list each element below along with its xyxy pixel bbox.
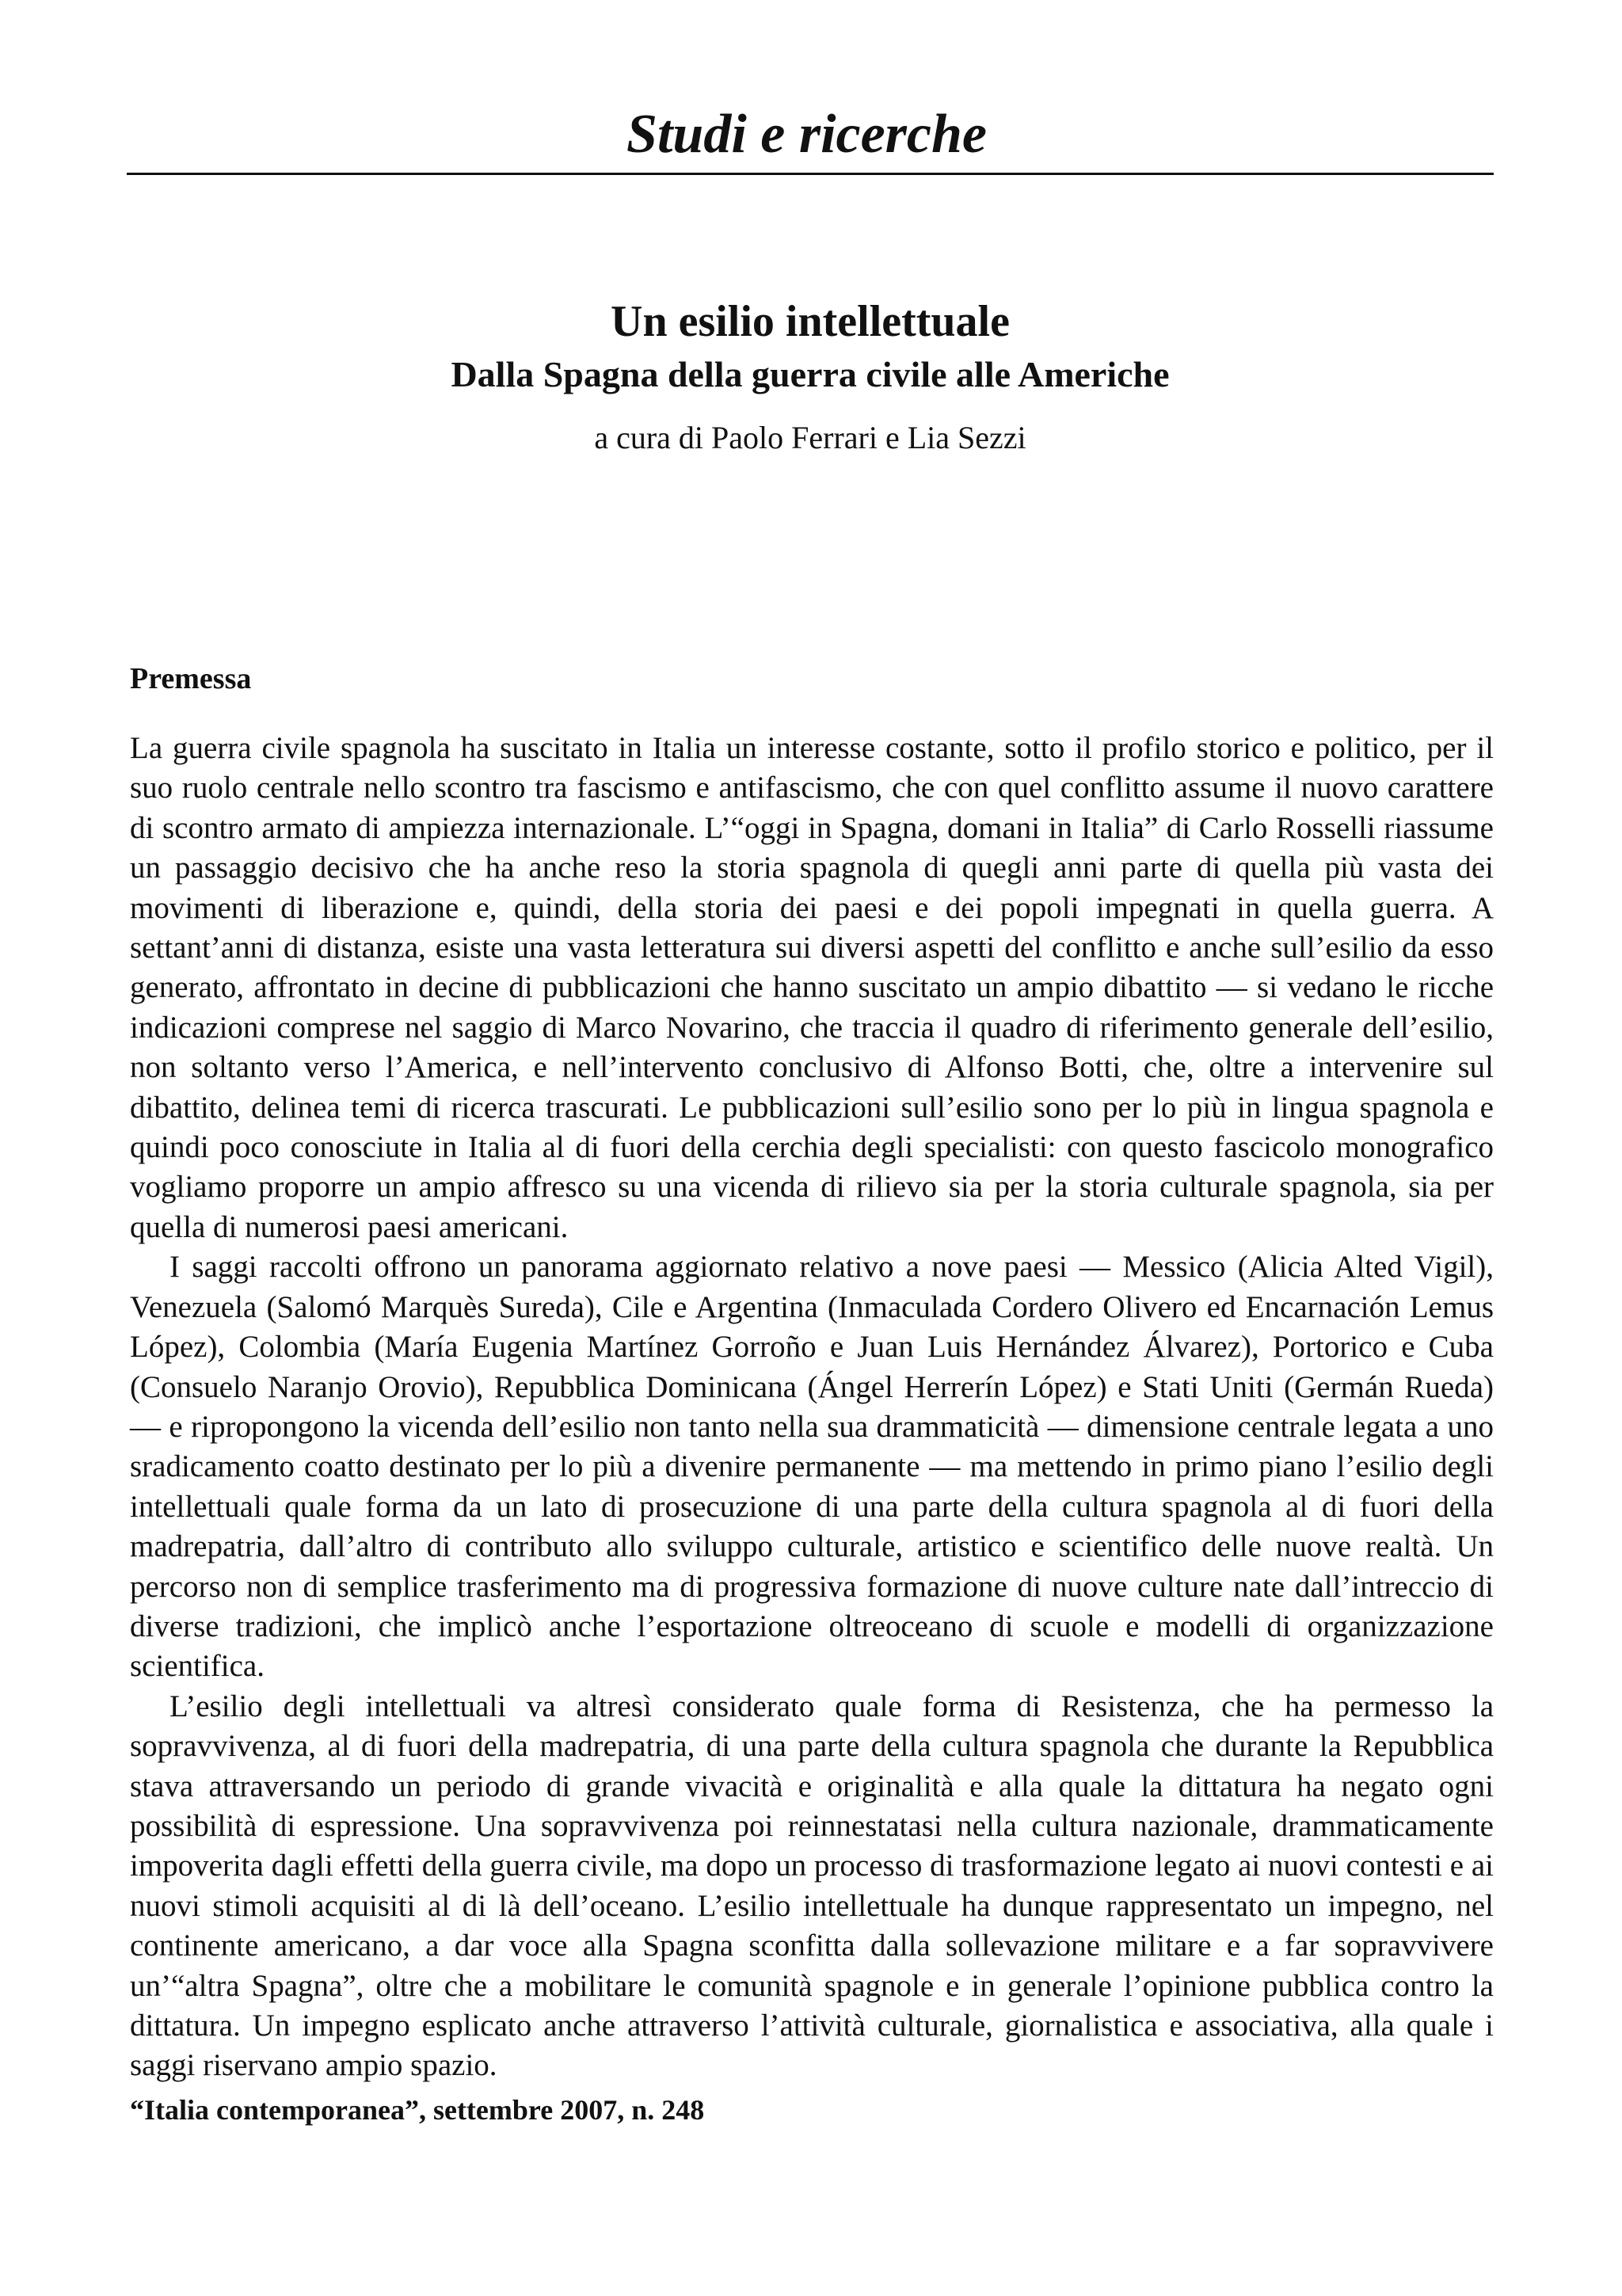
body-paragraph: L’esilio degli intellettuali va altresì considerato quale forma di Resistenza, che ha permesso la sopravvivenza, al di fuori della madrepatria, di una parte della cultura spagnola che durante la Repubblica stava attraversando un periodo di grande vivacità e originalità e alla quale la dittatura ha negato ogni possibilità di espressione. Una sopravvivenza poi reinnestatasi nella cultura nazionale, drammaticamente impoverita dagli effetti della guerra civile, ma dopo un processo di trasformazione legato ai nuovi contesti e ai nuovi stimoli acquisiti al di là dell’oceano. L’esilio intellettuale ha dunque rappresentato un impegno, nel continente americano, a dar voce alla Spagna sconfitta dalla sollevazione militare e a far sopravvivere un’“altra Spagna”, oltre che a mobilitare le comunità spagnole e in generale l’opinione pubblica contro la dittatura. Un impegno esplicato anche attraverso l’attività culturale, giornalistica e associativa, alla quale i saggi riservano ampio spazio. xyxy=(130,1689,1494,2083)
body-paragraph: I saggi raccolti offrono un panorama aggiornato relativo a nove paesi — Messico (Alicia Alted Vigil), Venezuela (Salomó Marquès Sureda), Cile e Argentina (Inmaculada Cordero Olivero ed Encarnación Lemus López), Colombia (María Eugenia Martínez Gorroño e Juan Luis Hernández Álvarez), Portorico e Cuba (Consuelo Naranjo Orovio), Repubblica Dominicana (Ángel Herrerín López) e Stati Uniti (Germán Rueda) — e ripropongono la vicenda dell’esilio non tanto nella sua drammaticità — dimensione centrale legata a uno sradicamento coatto destinato per lo più a divenire permanente — ma mettendo in primo piano l’esilio degli intellettuali quale forma da un lato di prosecuzione di una parte della cultura spagnola al di fuori della madrepatria, dall’altro di contributo allo sviluppo culturale, artistico e scientifico delle nuove realtà. Un percorso non di semplice trasferimento ma di progressiva formazione di nuove culture nate dall’intreccio di diverse tradizioni, che implicò anche l’esportazione oltreoceano di scuole e modelli di organizzazione scientifica. xyxy=(130,1250,1494,1684)
running-head: Studi e ricerche xyxy=(626,104,987,165)
header-rule xyxy=(127,173,1494,175)
section-heading: Premessa xyxy=(130,662,252,695)
article-title-block xyxy=(127,293,1494,459)
article-subtitle: Dalla Spagna della guerra civile alle Americhe xyxy=(451,354,1170,394)
article-editors: a cura di Paolo Ferrari e Lia Sezzi xyxy=(594,420,1026,455)
body-paragraph: La guerra civile spagnola ha suscitato in Italia un interesse costante, sotto il profilo storico e politico, per il suo ruolo centrale nello scontro tra fascismo e antifascismo, che con quel conflitto assume il nuovo carattere di scontro armato di ampiezza internazionale. L’“oggi in Spagna, domani in Italia” di Carlo Rosselli riassume un passaggio decisivo che ha anche reso la storia spagnola di quegli anni parte di quella più vasta dei movimenti di liberazione e, quindi, della storia dei paesi e dei popoli impegnati in quella guerra. A settant’anni di distanza, esiste una vasta letteratura sui diversi aspetti del conflitto e anche sull’esilio da esso generato, affrontato in decine di pubblicazioni che hanno suscitato un ampio dibattito — si vedano le ricche indicazioni comprese nel saggio di Marco Novarino, che traccia il quadro di riferimento generale dell’esilio, non soltanto verso l’America, e nell’intervento conclusivo di Alfonso Botti, che, oltre a intervenire sul dibattito, delinea temi di ricerca trascurati. Le pubblicazioni sull’esilio sono per lo più in lingua spagnola e quindi poco conosciute in Italia al di fuori della cerchia degli specialisti: con questo fascicolo monografico vogliamo proporre un ampio affresco su una vicenda di rilievo sia per la storia culturale spagnola, sia per quella di numerosi paesi americani. xyxy=(130,731,1494,1244)
journal-footer: “Italia contemporanea”, settembre 2007, n. 248 xyxy=(130,2094,705,2126)
article-title: Un esilio intellettuale xyxy=(611,297,1010,346)
body-text xyxy=(130,729,1494,2086)
